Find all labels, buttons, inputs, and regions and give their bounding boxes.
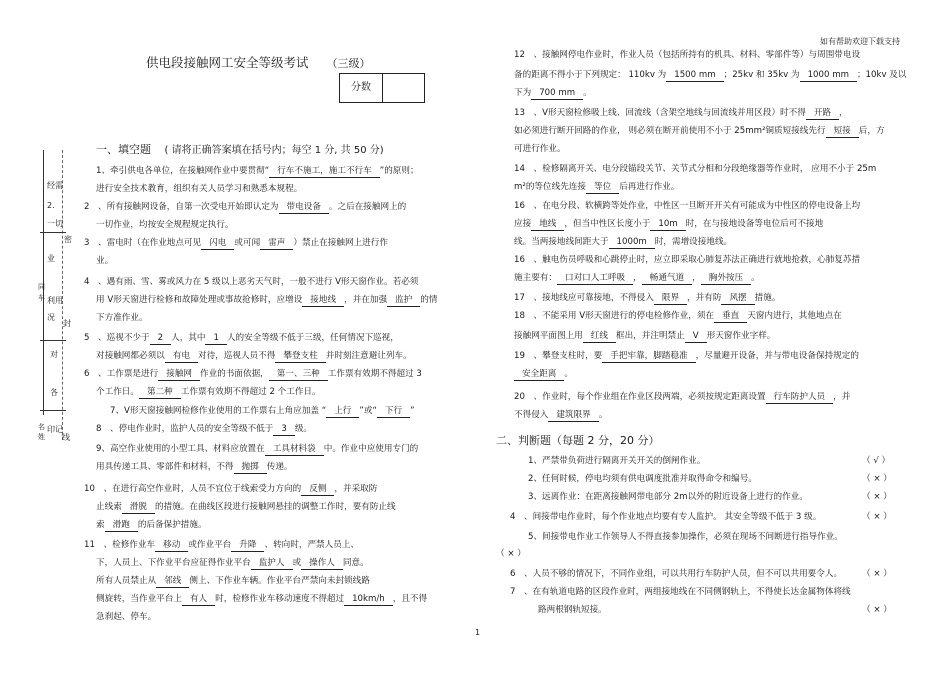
- question-line: [514, 255, 860, 266]
- question-text: 或可闻: [234, 238, 261, 248]
- answer-blank: 移动: [155, 540, 188, 552]
- question-text: 接触网平面图上用: [514, 331, 583, 341]
- question-text: ，且不得: [392, 594, 428, 604]
- question-text: 人，其中: [171, 333, 206, 343]
- side-label: 线: [62, 433, 70, 442]
- answer-blank: 操作人: [301, 558, 343, 570]
- answer-blank: 雷声: [260, 238, 293, 250]
- question-text: 12 、接触网停电作业时，作业人员（包括所持有的机具、材料、零部件等）与周围带电设: [514, 50, 861, 60]
- answer-blank: 限界: [654, 293, 687, 305]
- question-text: 所有人员禁止从: [96, 576, 157, 586]
- answer-blank: 工具材料袋: [265, 444, 324, 456]
- question-text: 的措施。在曲线区段进行接触网悬挂的调整工作时，要有防止线: [155, 502, 396, 512]
- judgment-item: 1、严禁带负荷进行隔离开关开关的倒闸作业。: [528, 456, 706, 466]
- answer-blank: 闪电: [201, 238, 234, 250]
- question-text: ）禁止在接触网上进行作: [293, 238, 388, 248]
- judgment-item: 7 、在有轨道电路的区段作业时，两组接地线在不同侧钢轨上，不得使长达金属物体将线: [510, 587, 851, 597]
- question-text: 13 、V形天窗检修吸上线、回流线（含架空地线与回流线并用区段）时不得: [514, 108, 806, 118]
- question-line: [514, 311, 842, 323]
- question-line: [110, 406, 415, 418]
- question-line: [514, 293, 780, 305]
- answer-blank: 等位: [586, 182, 619, 194]
- question-text: 可进行作业。: [514, 144, 566, 154]
- question-line: [514, 108, 848, 120]
- question-text: 对待，巡视人员不得: [197, 351, 276, 361]
- question-text: 中。作业中应使用专门的: [323, 444, 419, 454]
- question-text: 14 、检修隔离开关、电分段锚段关节、关节式分相和分段绝缘器等作业时， 应用不小于 25m: [514, 164, 877, 174]
- question-text: 16 、触电伤员呼吸和心跳停止时，应立即采取心肺复苏法正确进行就地抢救，心肺复苏措: [514, 255, 861, 265]
- page-number: 1: [475, 628, 481, 637]
- question-line: [514, 144, 566, 155]
- answer-blank: 反侧: [301, 484, 334, 496]
- side-label: 印记: [47, 425, 63, 434]
- judgment-answer: （ × ）: [862, 492, 892, 502]
- question-text: 传递。: [266, 462, 293, 472]
- answer-blank: 第一、三种: [269, 369, 328, 381]
- question-text: 下方准作业。: [96, 313, 148, 323]
- question-text: 6 、工作票是进行: [84, 369, 159, 379]
- question-text: 11 、检修作业车: [84, 540, 156, 550]
- question-line: [514, 331, 775, 343]
- answer-blank: 地线: [531, 219, 564, 231]
- judgment-answer: （ √ ）: [862, 456, 891, 466]
- question-text: 下为: [514, 88, 532, 98]
- question-text: 8 、停电作业时，监护人员的安全等级不低于: [96, 424, 274, 434]
- answer-blank: V: [685, 331, 707, 343]
- question-text: 20 、作业时，每个作业组在作业区段两端，必须按规定距离设置: [514, 392, 766, 402]
- answer-blank: 行车防护人员: [766, 392, 834, 404]
- answer-blank: 畅通气道: [642, 273, 692, 285]
- question-text: 或: [292, 558, 302, 568]
- exam-title: [146, 53, 371, 71]
- question-text: 或作业平台: [188, 540, 232, 550]
- answer-blank: 升降: [231, 540, 264, 552]
- question-text: 用 V形天窗进行检修和故障处理或事故抢修时，应增设: [96, 295, 303, 305]
- judgment-item: 路两根钢轨短接。: [538, 605, 607, 615]
- question-text: 2 、所有接触网设备，自第一次受电开始即认定为: [84, 202, 279, 212]
- score-label: 分数: [340, 74, 383, 102]
- question-text: 5 、巡视不少于: [84, 333, 150, 343]
- question-line: [96, 462, 293, 474]
- question-line: [84, 540, 359, 552]
- answer-blank: 短接: [826, 126, 859, 138]
- question-text: 时，检修作业车移动速度不得超过: [215, 594, 345, 604]
- question-text: ，并采取防: [334, 484, 378, 494]
- question-text: 的后备保护措施。: [137, 520, 207, 530]
- question-line: [96, 256, 113, 267]
- question-text: ”的原则；: [379, 166, 419, 176]
- side-label: 车: [38, 294, 45, 302]
- question-text: 不得侵入: [514, 410, 549, 420]
- answer-blank: 风摆: [721, 293, 754, 305]
- question-text: 16 、在电分段、软横跨等处作业，中性区一旦断开开关有可能成为中性区的停电设备上均: [514, 201, 861, 211]
- question-line: [514, 392, 850, 404]
- question-line: [514, 237, 732, 249]
- question-text: ；25kv 和 35kv 为: [723, 70, 800, 80]
- question-text: 如必须进行断开回路的作业， 则必须在断开前使用不小于 25mm²铜质短接线先行: [514, 126, 826, 136]
- title-text: 供电段接触网工安全等级考试: [146, 55, 309, 70]
- question-text: ，并: [833, 392, 851, 402]
- question-text: 个工作日。: [96, 387, 139, 397]
- question-text: 18 、不能采用 V形天窗进行的停电检修作业，须在: [514, 311, 715, 321]
- side-label: 业: [47, 254, 55, 263]
- margin-tick: [40, 410, 66, 411]
- answer-blank: 抛掷: [234, 462, 267, 474]
- side-label: 名: [38, 423, 45, 431]
- answer-blank: 滑脱: [122, 502, 155, 514]
- question-text: 止线索: [96, 502, 122, 512]
- question-text: 作业的书面依据，: [200, 369, 269, 379]
- side-label: 2.: [47, 201, 55, 210]
- question-text: ；10kv 及以: [856, 70, 907, 80]
- question-text: 侧上、下作业车辆。作业平台严禁向未封锁线路: [189, 576, 370, 586]
- judgment-answer: （ × ）: [862, 569, 892, 579]
- side-label: 同: [38, 283, 45, 291]
- question-line: [84, 369, 422, 381]
- answer-blank: 手把牢靠，脚踏稳准: [602, 351, 695, 363]
- question-line: [96, 594, 427, 606]
- question-text: m²的等位线先连接: [514, 182, 586, 192]
- answer-blank: 安全距离: [514, 369, 564, 381]
- question-text: 。之后在接触网上的: [328, 202, 407, 212]
- question-text: ”: [410, 406, 415, 416]
- question-text: 进行安全技术教育，组织有关人员学习和熟悉本规程。: [96, 184, 303, 194]
- question-line: [514, 410, 607, 422]
- question-text: 级。: [294, 424, 313, 434]
- side-label: 对: [50, 350, 58, 359]
- question-line: [84, 238, 388, 250]
- section1-title: 一、填空题: [96, 143, 151, 156]
- question-line: [96, 351, 412, 363]
- question-text: 框出，并注明禁止: [615, 331, 685, 341]
- question-line: [514, 351, 859, 363]
- answer-blank: 700 mm: [531, 88, 583, 100]
- question-text: 用具传递工具、零部件和材料，不得: [96, 462, 234, 472]
- answer-blank: 有人: [182, 594, 215, 606]
- answer-blank: 邻线: [156, 576, 189, 588]
- question-text: 同意。: [342, 558, 369, 568]
- answer-blank: 有电: [165, 351, 198, 363]
- question-text: ，并有防: [687, 293, 722, 303]
- question-text: 备的距离不得小于下列规定： 110kv 为: [514, 70, 667, 80]
- question-text: 、转向时，严禁人员上、: [264, 540, 360, 550]
- answer-blank: 监护: [387, 295, 420, 307]
- question-text: ，: [633, 273, 642, 283]
- side-label: 一切: [47, 219, 63, 228]
- question-text: 并时刻注意避让列车。: [325, 351, 412, 361]
- question-text: 。: [751, 273, 760, 283]
- question-text: 的情: [420, 295, 438, 305]
- question-line: [96, 576, 370, 588]
- watermark-text: 如有帮助欢迎下载支持: [820, 37, 900, 46]
- judgment-item: 2、任何时候，停电均须有供电调度批准并取得命令和编号。: [528, 474, 757, 484]
- answer-blank: 开路: [806, 108, 839, 120]
- question-line: [84, 333, 399, 345]
- side-label: 封: [63, 319, 71, 328]
- question-text: 应接: [514, 219, 532, 229]
- answer-blank: 攀登支柱: [275, 351, 325, 363]
- question-line: [514, 88, 592, 100]
- question-line: [514, 164, 876, 175]
- question-line: [96, 502, 396, 514]
- question-text: 侧旋转，当作业平台上: [96, 594, 182, 604]
- answer-blank: 垂直: [714, 311, 747, 323]
- question-text: 4 、遇有雨、雪、雾或风力在 5 级以上恶劣天气时，一般不进行 V形天窗作业。若必须: [84, 277, 419, 287]
- answer-blank: 行车不施工，施工不行车: [269, 166, 380, 178]
- question-line: [84, 202, 406, 214]
- answer-blank: 3: [273, 424, 294, 436]
- side-label: 利用: [47, 296, 63, 305]
- level-text: （三级）: [326, 57, 371, 70]
- question-text: 19 、攀登支柱时，要: [514, 351, 603, 361]
- question-text: 下，人员上、下作业平台应征得作业平台: [96, 558, 251, 568]
- margin-tick: [40, 232, 66, 233]
- question-line: [96, 520, 207, 532]
- answer-blank: 建筑限界: [548, 410, 598, 422]
- answer-blank: 1000m: [609, 237, 655, 249]
- question-line: [514, 369, 573, 381]
- answer-blank: 第二种: [139, 387, 181, 399]
- question-text: 急刹起、停车。: [96, 612, 157, 622]
- margin-tick: [40, 340, 66, 341]
- question-text: 形天窗作业字样。: [706, 331, 776, 341]
- answer-blank: 接地线: [302, 295, 344, 307]
- question-line: [84, 484, 377, 496]
- question-line: [514, 70, 906, 82]
- question-text: 7、V形天窗接触网检修作业使用的工作票右上角应加盖 “: [110, 406, 327, 416]
- question-line: [96, 424, 312, 436]
- judgment-answer: （ × ）: [862, 605, 892, 615]
- question-text: 时，在与接地设备等电位后可不接地: [685, 219, 824, 229]
- answer-blank: 带电设备: [279, 202, 329, 214]
- question-text: 业。: [96, 256, 114, 266]
- judgment-answer: （ × ）: [862, 512, 892, 522]
- question-line: [514, 201, 860, 212]
- question-line: [96, 166, 419, 178]
- question-text: 1、牵引供电各单位，在接触网作业中要贯彻“: [96, 166, 270, 176]
- question-line: [514, 219, 823, 231]
- answer-blank: 1000 mm: [800, 70, 857, 82]
- question-line: [514, 273, 760, 285]
- answer-blank: 下行: [377, 406, 410, 418]
- question-text: 后再进行作业。: [619, 182, 680, 192]
- question-line: [84, 277, 418, 288]
- question-line: [514, 50, 860, 61]
- question-text: 措施。: [754, 293, 781, 303]
- question-text: 。: [564, 369, 573, 379]
- answer-blank: 红线: [583, 331, 616, 343]
- section2-heading: 二、判断题（每题 2 分，20 分）: [496, 434, 660, 447]
- question-text: 。: [598, 410, 608, 420]
- side-label: 姓: [38, 433, 45, 441]
- answer-blank: 上行: [326, 406, 359, 418]
- question-line: [514, 126, 885, 138]
- answer-blank: 接触网: [158, 369, 200, 381]
- judgment-item: 5、间接带电作业工作领导人不得直接参加操作，必须在现场不间断进行指导作业。: [528, 532, 843, 542]
- judgment-answer: （ × ）: [496, 549, 526, 559]
- question-text: 对接触网都必须以: [96, 351, 165, 361]
- question-text: 工作票有效期不得超过 2 个工作日。: [180, 387, 321, 397]
- answer-blank: 滑跑: [105, 520, 138, 532]
- question-text: 天窗内进行，其他地点在: [747, 311, 842, 321]
- question-text: 施主要有：: [514, 273, 557, 283]
- question-line: [96, 444, 418, 456]
- side-label: 各: [50, 388, 58, 397]
- question-text: 3 、雷电时（在作业地点可见: [84, 238, 202, 248]
- question-text: 索: [96, 520, 105, 530]
- question-text: 工作票有效期不得超过 3: [327, 369, 422, 379]
- answer-blank: 1500 mm: [666, 70, 723, 82]
- question-text: 10 、在进行高空作业时，人员不宜位于线索受力方向的: [84, 484, 302, 494]
- answer-blank: 10m: [650, 219, 685, 231]
- answer-blank: 口对口人工呼吸: [557, 273, 633, 285]
- answer-blank: 10km/h: [344, 594, 393, 606]
- question-line: [96, 220, 234, 231]
- question-text: 17 、接地线应可靠接地，不得侵入: [514, 293, 654, 303]
- question-text: ，并在加强: [344, 295, 388, 305]
- question-text: ”或“: [359, 406, 377, 416]
- score-box: [339, 73, 425, 103]
- question-line: [96, 313, 148, 324]
- judgment-item: 6 、人员不够的情况下，不同作业组，可以共用行车防护人员，但不可以共用要令人。: [510, 569, 843, 579]
- question-text: 时，需增设接地线。: [654, 237, 733, 247]
- question-text: ，: [839, 108, 848, 118]
- question-line: [96, 387, 321, 399]
- answer-blank: 2: [150, 333, 171, 345]
- judgment-answer: （ × ）: [862, 474, 892, 484]
- judgment-item: 4 、间接带电作业时，每个作业地点均要有专人监护。 其安全等级不低于 3 级。: [510, 512, 822, 522]
- question-text: 9、高空作业使用的小型工具、材料应放置在: [96, 444, 265, 454]
- question-text: ，但当中性区长度小于: [564, 219, 651, 229]
- question-text: 后，方: [858, 126, 885, 136]
- section1-note: ( 请将正确答案填在括号内；每空 1 分, 共 50 分): [164, 145, 384, 156]
- answer-blank: 1: [205, 333, 226, 345]
- question-text: ，尽量避开设备，并与带电设备保持规定的: [695, 351, 859, 361]
- question-line: [96, 612, 156, 623]
- judgment-item: 3、远离作业：在距离接触网带电部分 2m以外的附近设备上进行的作业。: [528, 492, 808, 502]
- side-label: 密: [64, 235, 72, 244]
- section1-heading: [96, 141, 384, 157]
- answer-blank: 胸外按压: [701, 273, 751, 285]
- question-line: [514, 182, 679, 194]
- question-line: [96, 184, 302, 195]
- question-line: [96, 558, 369, 570]
- question-text: ，: [692, 273, 701, 283]
- question-text: 人的安全等级不低于三级，任何情况下巡视，: [226, 333, 399, 343]
- side-label: 经需: [47, 181, 63, 190]
- question-text: 。: [583, 88, 592, 98]
- side-label: 况: [47, 313, 55, 322]
- answer-blank: 监护人: [251, 558, 293, 570]
- question-text: 一切作业，均按安全规程规定执行。: [96, 220, 234, 230]
- question-line: [96, 295, 437, 307]
- question-text: 线。当两接地线间距大于: [514, 237, 609, 247]
